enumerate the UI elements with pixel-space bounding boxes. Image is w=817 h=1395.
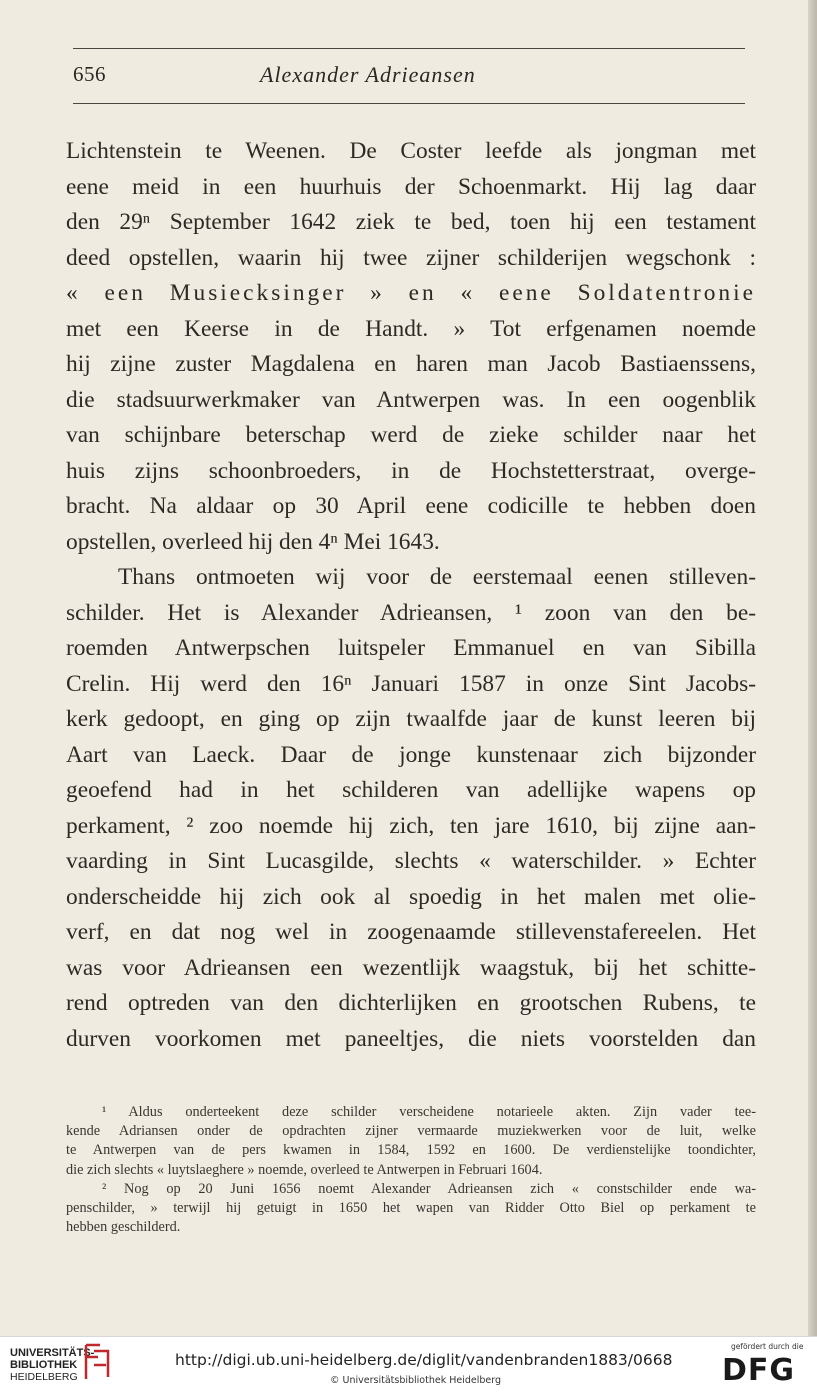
body-line: schilder. Het is Alexander Adrieansen, ¹ zoon van den be- [66, 599, 756, 626]
header-rule-bottom [73, 103, 745, 104]
footnotes [66, 1103, 756, 1237]
library-name-line1: UNIVERSITÄTS- [10, 1347, 95, 1359]
body-line: Thans ontmoeten wij voor de eerstemaal eenen stilleven- [118, 564, 756, 590]
body-line: perkament, ² zoo noemde hij zich, ten jare 1610, bij zijne aan- [66, 812, 756, 839]
footnote-line: ¹ Aldus onderteekent deze schilder verscheidene notarieele akten. Zijn vader tee- [102, 1104, 756, 1120]
body-line: eene meid in een huurhuis der Schoenmarkt. Hij lag daar [66, 173, 756, 200]
library-name-line2: BIBLIOTHEK [10, 1359, 78, 1371]
header-rule-top [73, 48, 745, 49]
footnote-line: die zich slechts « luytslaeghere » noemde, overleed te Antwerpen in Februari 1604. [66, 1161, 543, 1178]
body-line: « een Musiecksinger » en « eene Soldatentronie [66, 280, 756, 306]
page-edge [808, 0, 817, 1336]
body-line: Crelin. Hij werd den 16ⁿ Januari 1587 in onze Sint Jacobs- [66, 670, 756, 697]
body-line: deed opstellen, waarin hij twee zijner schilderijen wegschonk : [66, 244, 756, 271]
document-url-link[interactable]: http://digi.ub.uni-heidelberg.de/diglit/vandenbranden1883/0668 [175, 1351, 673, 1369]
footnote-line: hebben geschilderd. [66, 1219, 181, 1236]
body-line: Lichtenstein te Weenen. De Coster leefde als jongman met [66, 138, 756, 164]
viewer-footer [0, 1336, 817, 1395]
body-line: verf, en dat nog wel in zoogenaamde stillevenstafereelen. Het [66, 919, 756, 945]
running-title: Alexander Adrieansen [260, 62, 476, 87]
body-line: rend optreden van den dichterlijken en grootschen Rubens, te [66, 990, 756, 1016]
body-line: met een Keerse in de Handt. » Tot erfgenamen noemde [66, 315, 756, 342]
body-line: den 29ⁿ September 1642 ziek te bed, toen hij een testament [66, 209, 756, 235]
body-text [66, 134, 756, 1057]
body-line: die stadsuurwerkmaker van Antwerpen was. In een oogenblik [66, 386, 756, 413]
body-line: Aart van Laeck. Daar de jonge kunstenaar zich bijzonder [66, 741, 756, 768]
body-line: geoefend had in het schilderen van adellijke wapens op [66, 777, 756, 803]
footnote-line: ² Nog op 20 Juni 1656 noemt Alexander Adrieansen zich « constschilder ende wa- [102, 1180, 756, 1197]
dfg-logo[interactable]: DFG [722, 1353, 796, 1388]
body-line: hij zijne zuster Magdalena en haren man Jacob Bastiaenssens, [66, 351, 756, 377]
funded-by-label: gefördert durch die [731, 1342, 804, 1351]
library-name-line3: HEIDELBERG [10, 1371, 78, 1383]
body-line: durven voorkomen met paneeltjes, die niets voorstelden dan [66, 1025, 756, 1052]
footnote-line: penschilder, » terwijl hij getuigt in 1650 het wapen van Ridder Otto Biel op perkament te [66, 1199, 756, 1216]
body-line: opstellen, overleed hij den 4ⁿ Mei 1643. [66, 528, 440, 555]
body-line: vaarding in Sint Lucasgilde, slechts « waterschilder. » Echter [66, 848, 756, 874]
copyright-notice: © Universitätsbibliothek Heidelberg [330, 1375, 502, 1386]
body-line: onderscheidde hij zich ook al spoedig in het malen met olie- [66, 883, 756, 910]
body-line: roemden Antwerpschen luitspeler Emmanuel en van Sibilla [66, 635, 756, 661]
body-line: huis zijns schoonbroeders, in de Hochstetterstraat, overge- [66, 457, 756, 484]
footnote-line: kende Adriansen onder de opdrachten zijner vermaarde muziekwerken voor de luit, welke [66, 1123, 756, 1140]
body-line: bracht. Na aldaar op 30 April eene codicille te hebben doen [66, 493, 756, 519]
body-line: van schijnbare beterschap werd de zieke schilder naar het [66, 422, 756, 448]
library-emblem-icon [80, 1343, 114, 1381]
body-line: was voor Adrieansen een wezentlijk waagstuk, bij het schitte- [66, 954, 756, 981]
body-line: kerk gedoopt, en ging op zijn twaalfde jaar de kunst leeren bij [66, 706, 756, 732]
page-number: 656 [73, 62, 106, 86]
footnote-line: te Antwerpen van de pers kwamen in 1584, 1592 en 1600. De verdienstelijke toondichter, [66, 1142, 756, 1159]
